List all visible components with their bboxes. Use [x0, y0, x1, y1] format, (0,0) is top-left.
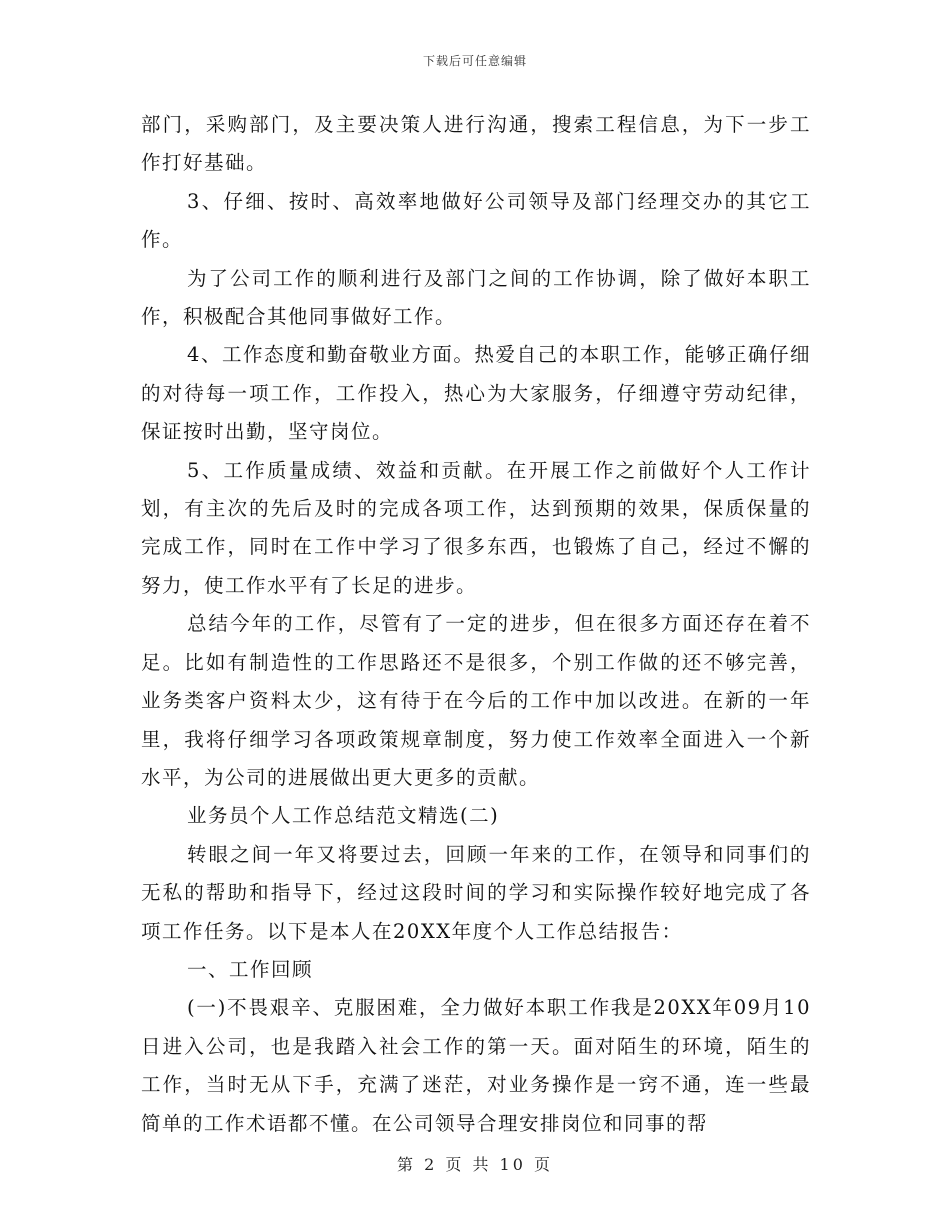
paragraph: 为了公司工作的顺利进行及部门之间的工作协调，除了做好本职工作，积极配合其他同事做好工作。: [141, 266, 811, 329]
paragraph: 总结今年的工作，尽管有了一定的进步，但在很多方面还存在着不足。比如有制造性的工作思路还不是很多，个别工作做的还不够完善，业务类客户资料太少，这有待于在今后的工作中加以改进。在新的一年里，我将仔细学习各项政策规章制度，努力使工作效率全面进入一个新水平，为公司的进展做出更大更多的贡献。: [141, 612, 811, 789]
paragraph: (一)不畏艰辛、克服困难，全力做好本职工作我是20XX年09月10日进入公司，也是我踏入社会工作的第一天。面对陌生的环境，陌生的工作，当时无从下手，充满了迷茫，对业务操作是一窍不通，连一些最简单的工作术语都不懂。在公司领导合理安排岗位和同事的帮: [141, 996, 811, 1135]
section-heading: 一、工作回顾: [187, 957, 314, 981]
paragraph: 4、工作态度和勤奋敬业方面。热爱自己的本职工作，能够正确仔细的对待每一项工作，工作投入，热心为大家服务，仔细遵守劳动纪律，保证按时出勤，坚守岗位。: [141, 343, 811, 444]
document-body: [141, 106, 811, 1143]
page-header: 下载后可任意编辑: [422, 54, 527, 68]
page-number: 第 2 页 共 10 页: [397, 1155, 553, 1174]
paragraph: 3、仔细、按时、高效率地做好公司领导及部门经理交办的其它工作。: [141, 189, 811, 252]
paragraph: 转眼之间一年又将要过去，回顾一年来的工作，在领导和同事们的无私的帮助和指导下，经过这段时间的学习和实际操作较好地完成了各项工作任务。以下是本人在20XX年度个人工作总结报告：: [141, 842, 811, 943]
paragraph: 5、工作质量成绩、效益和贡献。在开展工作之前做好个人工作计划，有主次的先后及时的完成各项工作，达到预期的效果，保质保量的完成工作，同时在工作中学习了很多东西，也锻炼了自己，经过不懈的努力，使工作水平有了长足的进步。: [141, 458, 811, 597]
paragraph: 部门，采购部门，及主要决策人进行沟通，搜索工程信息，为下一步工作打好基础。: [141, 113, 811, 175]
section-heading: 业务员个人工作总结范文精选(二): [187, 804, 500, 828]
